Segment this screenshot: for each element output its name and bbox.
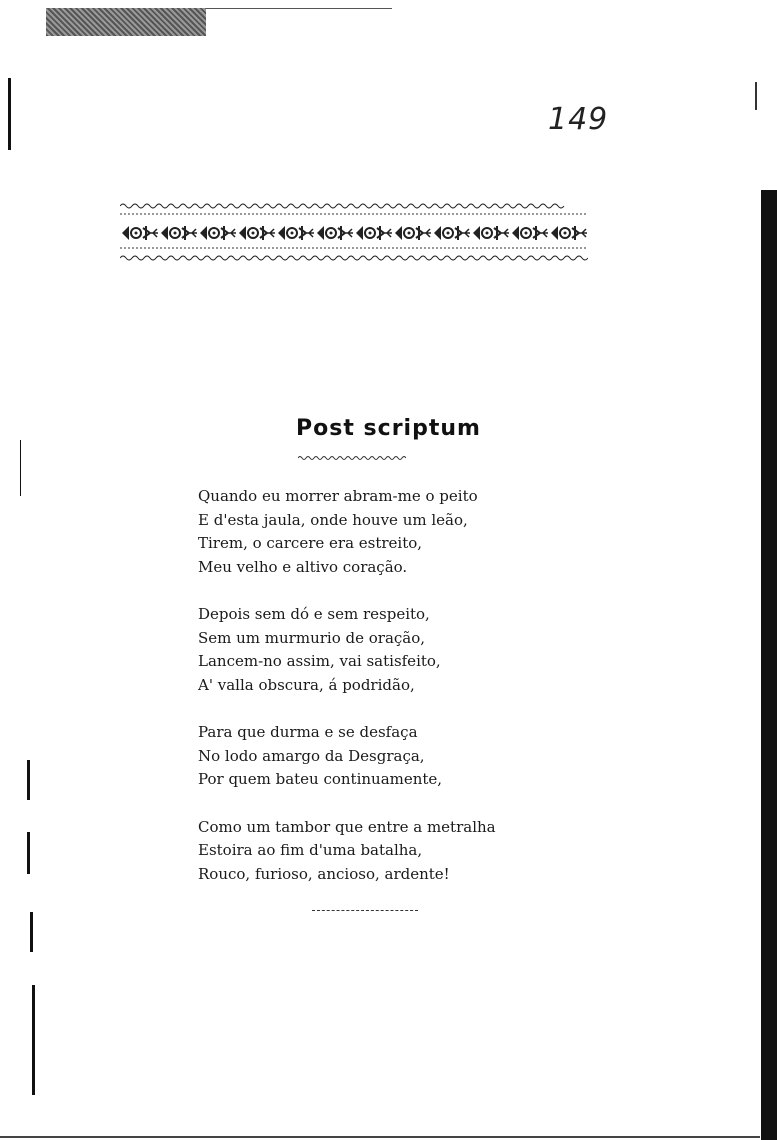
poem-line: E d'esta jaula, onde houve um leão, (198, 510, 468, 529)
binding-mark (27, 760, 30, 800)
end-rule (312, 910, 418, 911)
binding-mark (20, 440, 21, 496)
page-bottom-edge (0, 1136, 760, 1138)
scan-artifact (46, 8, 206, 36)
poem-body (198, 485, 496, 910)
poem-line: A' valla obscura, á podridão, (198, 675, 415, 694)
stanza (198, 485, 496, 579)
poem-title: Post scriptum (296, 416, 481, 441)
binding-mark (8, 78, 11, 150)
poem-line: Meu velho e altivo coração. (198, 557, 408, 576)
binding-mark (32, 985, 35, 1095)
poem-line: Lancem-no assim, vai satisfeito, (198, 652, 441, 670)
poem-line: Sem um murmurio de oração, (198, 628, 426, 647)
poem-line: Quando eu morrer abram-me o peito (198, 487, 478, 505)
stanza (198, 603, 496, 697)
binding-mark (27, 832, 30, 874)
poem-line: Tirem, o carcere era estreito, (198, 534, 423, 552)
scan-edge-line (206, 8, 392, 9)
poem-line: Por quem bateu continuamente, (198, 770, 443, 788)
binding-mark (30, 912, 33, 952)
page-number: 149 (548, 102, 609, 137)
page-edge-shadow (761, 190, 777, 1140)
scan-mark (755, 82, 757, 110)
stanza (198, 816, 496, 887)
stanza (198, 721, 496, 792)
poem-line: Depois sem dó e sem respeito, (198, 605, 430, 623)
poem-line: Para que durma e se desfaça (198, 723, 418, 741)
poem-line: Como um tambor que entre a metralha (198, 817, 496, 836)
decorative-header-ornament (120, 200, 588, 264)
poem-line: Rouco, furioso, ancioso, ardente! (198, 864, 450, 883)
poem-line: No lodo amargo da Desgraça, (198, 746, 425, 765)
title-underline-ornament (298, 454, 406, 462)
poem-line: Estoira ao fim d'uma batalha, (198, 841, 423, 859)
